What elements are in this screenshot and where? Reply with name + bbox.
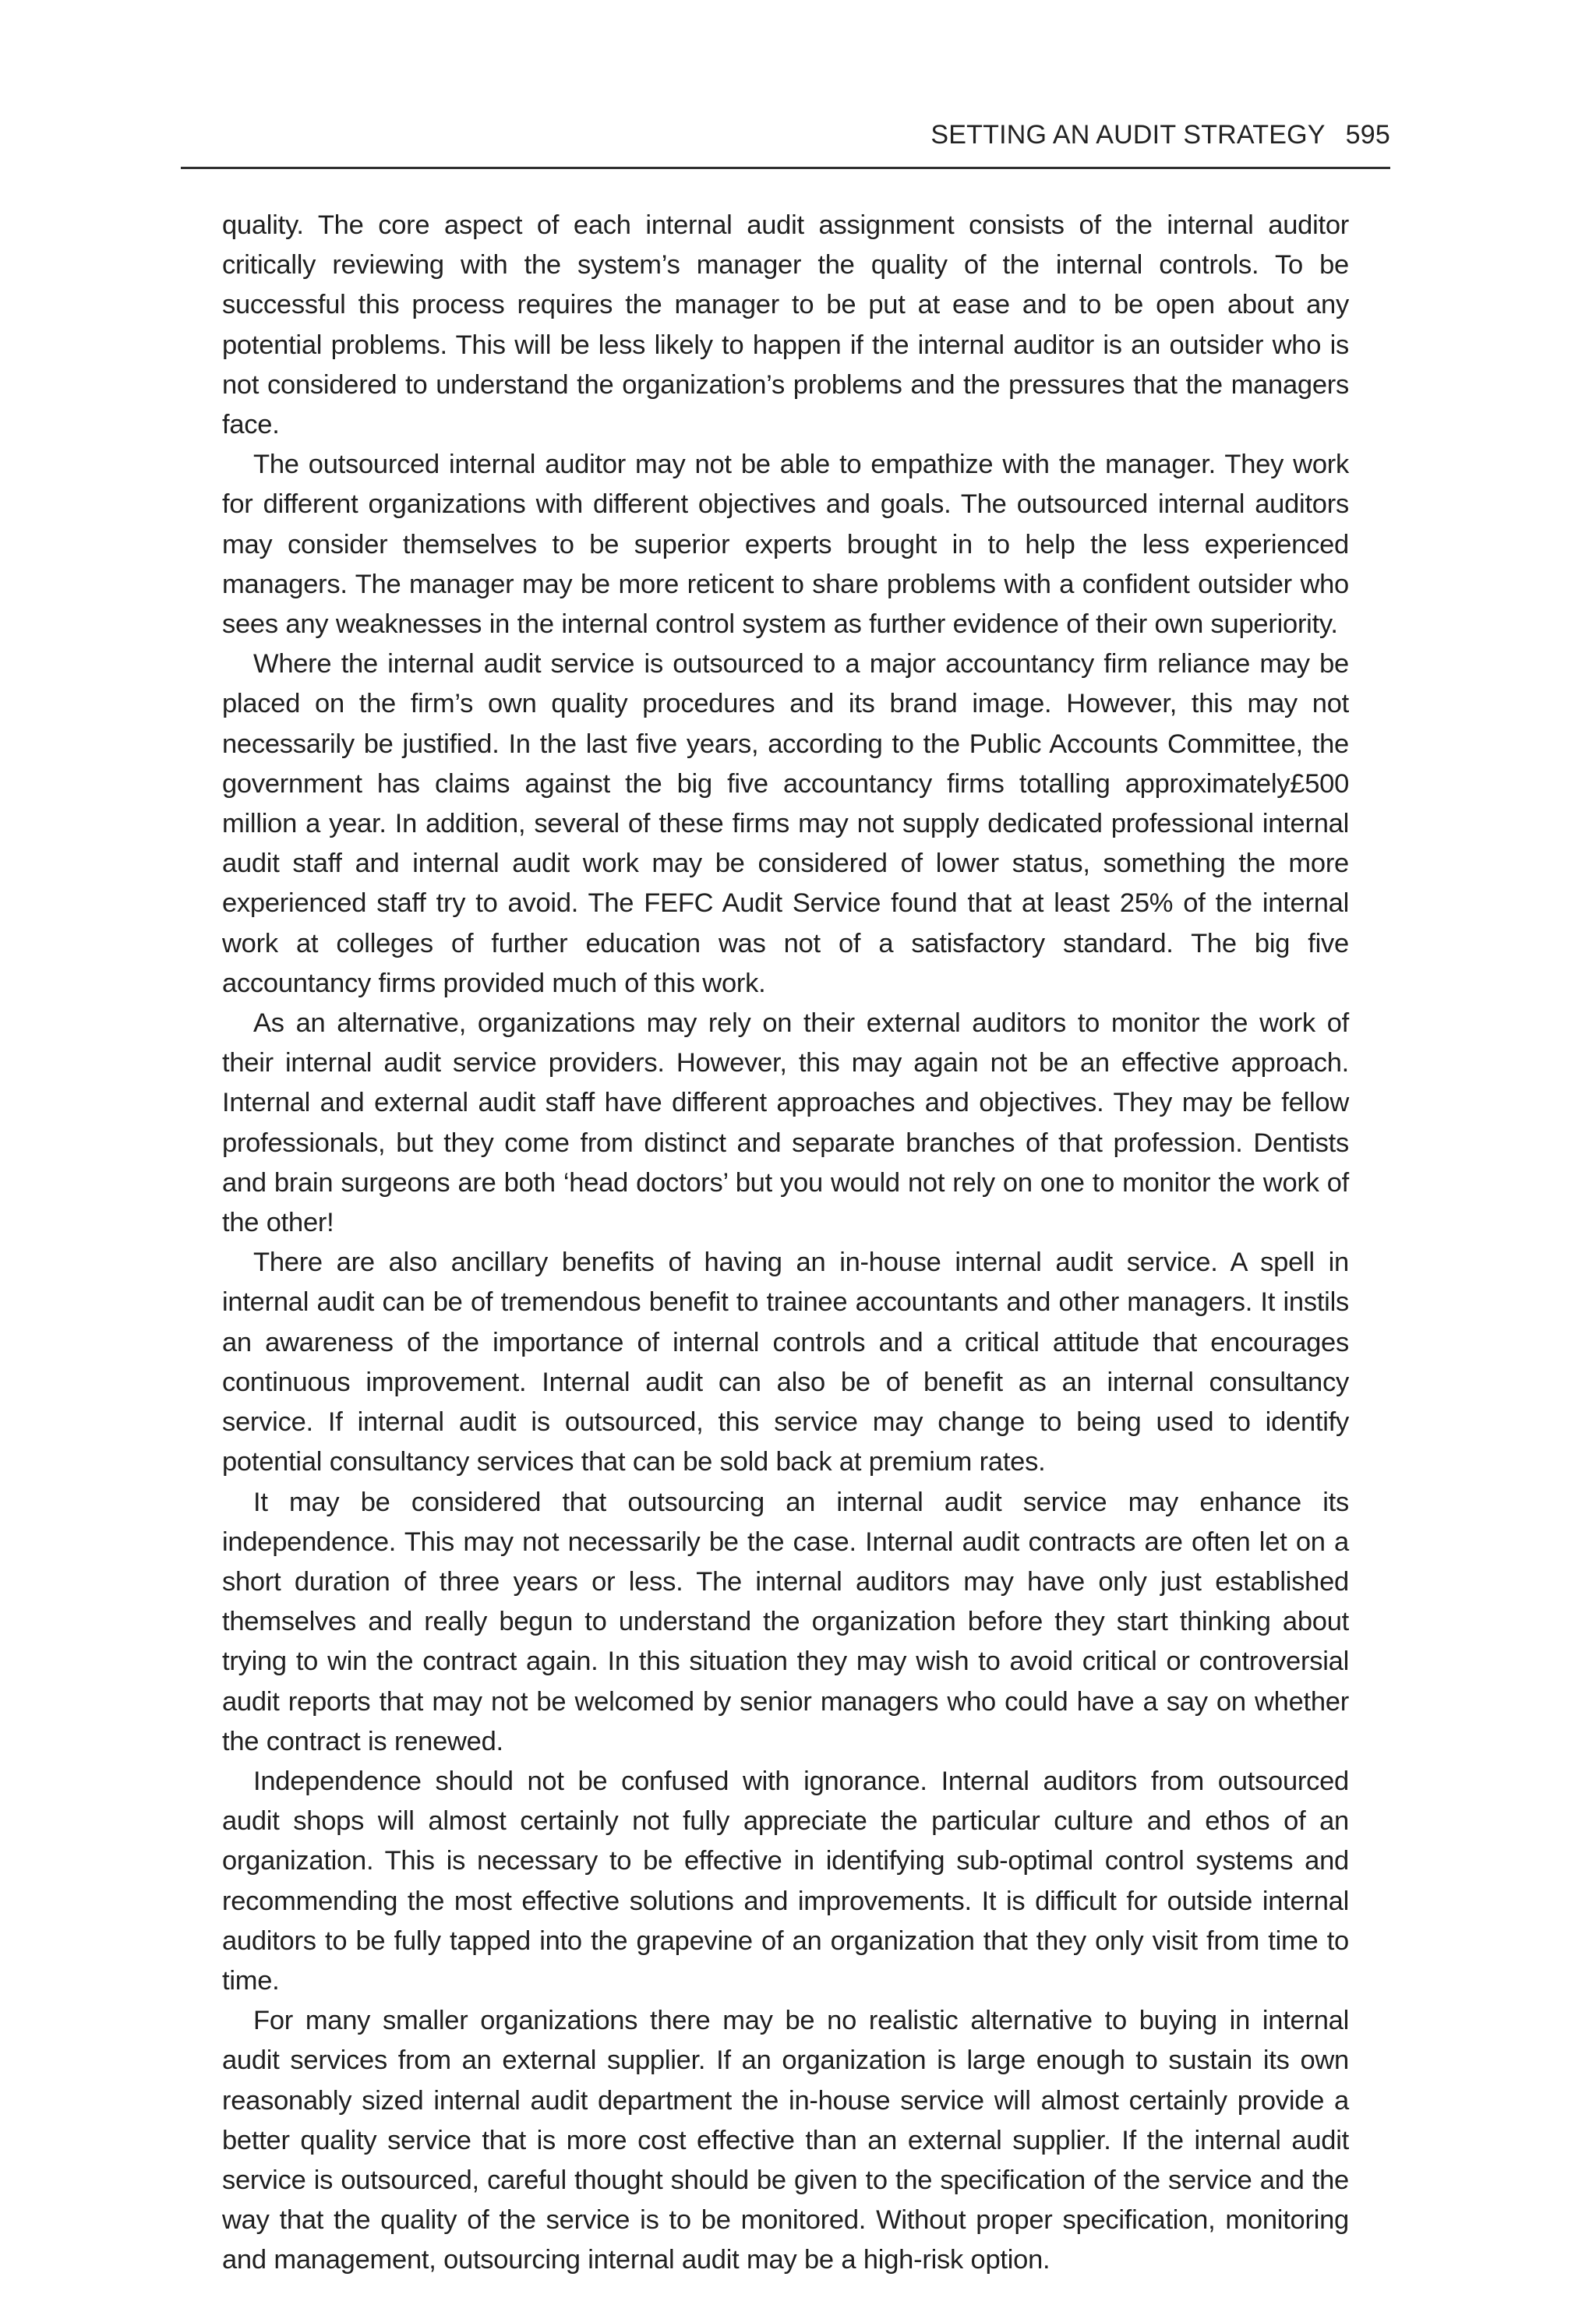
header-rule [181,167,1390,169]
paragraph: As an alternative, organizations may rely on their external auditors to monitor the work of their internal audit service providers. However, this may again not be an effective approach. Internal and external audit staff have different approaches and objectives. They may be fellow professionals, but they come from distinct and separate branches of that profession. Dentists and brain surgeons are both ‘head doctors’ but you would not rely on one to monitor the work of the other! [222,1008,1349,1238]
body-text [222,206,1349,2281]
paragraph: For many smaller organizations there may be no realistic alternative to buying in internal audit services from an external supplier. If an organization is large enough to sustain its own reasonably sized internal audit department the in-house service will almost certainly provide a better quality service that is more cost effective than an external supplier. If the internal audit service is outsourced, careful thought should be given to the specification of the service and the way that the quality of the service is to be monitored. Without proper specification, monitoring and management, outsourcing internal audit may be a high-risk option. [222,2006,1349,2275]
paragraph: Where the internal audit service is outsourced to a major accountancy firm reliance may be placed on the firm’s own quality procedures and its brand image. However, this may not necessarily be justified. In the last five years, according to the Public Accounts Committee, the government has claims against the big five accountancy firms totalling approximately£500 million a year. In addition, several of these firms may not supply dedicated professional internal audit staff and internal audit work may be considered of lower status, something the more experienced staff try to avoid. The FEFC Audit Service found that at least 25% of the internal work at colleges of further education was not of a satisfactory standard. The big five accountancy firms provided much of this work. [222,649,1349,998]
running-header-group [930,120,1390,150]
paragraph-continued: quality. The core aspect of each internal audit assignment consists of the internal auditor critically reviewing with the system’s manager the quality of the internal controls. To be successful this process requires the manager to be put at ease and to be open about any potential problems. This will be less likely to happen if the internal auditor is an outsider who is not considered to understand the organization’s problems and the pressures that the managers face. [222,210,1349,440]
paragraph: It may be considered that outsourcing an internal audit service may enhance its independence. This may not necessarily be the case. Internal audit contracts are often let on a short duration of three years or less. The internal auditors may have only just established themselves and really begun to understand the organization before they start thinking about trying to win the contract again. In this situation they may wish to avoid critical or controversial audit reports that may not be welcomed by senior managers who could have a say on whether the contract is renewed. [222,1487,1349,1756]
paragraph: There are also ancillary benefits of having an in-house internal audit service. A spell in internal audit can be of tremendous benefit to trainee accountants and other managers. It instils an awareness of the importance of internal controls and a critical attitude that encourages continuous improvement. Internal audit can also be of benefit as an internal consultancy service. If internal audit is outsourced, this service may change to being used to identify potential consultancy services that can be sold back at premium rates. [222,1248,1349,1477]
paragraph: Independence should not be confused with ignorance. Internal auditors from outsourced audit shops will almost certainly not fully appreciate the particular culture and ethos of an organization. This is necessary to be effective in identifying sub-optimal control systems and recommending the most effective solutions and improvements. It is difficult for outside internal auditors to be fully tapped into the grapevine of an organization that they only visit from time to time. [222,1766,1349,1996]
running-header-title: SETTING AN AUDIT STRATEGY [930,120,1326,150]
paragraph: The outsourced internal auditor may not be able to empathize with the manager. They work for different organizations with different objectives and goals. The outsourced internal auditors may consider themselves to be superior experts brought in to help the less experienced managers. The manager may be more reticent to share problems with a confident outsider who sees any weaknesses in the internal control system as further evidence of their own superiority. [222,450,1349,640]
page-number: 595 [1345,120,1390,150]
running-header [181,120,1390,153]
